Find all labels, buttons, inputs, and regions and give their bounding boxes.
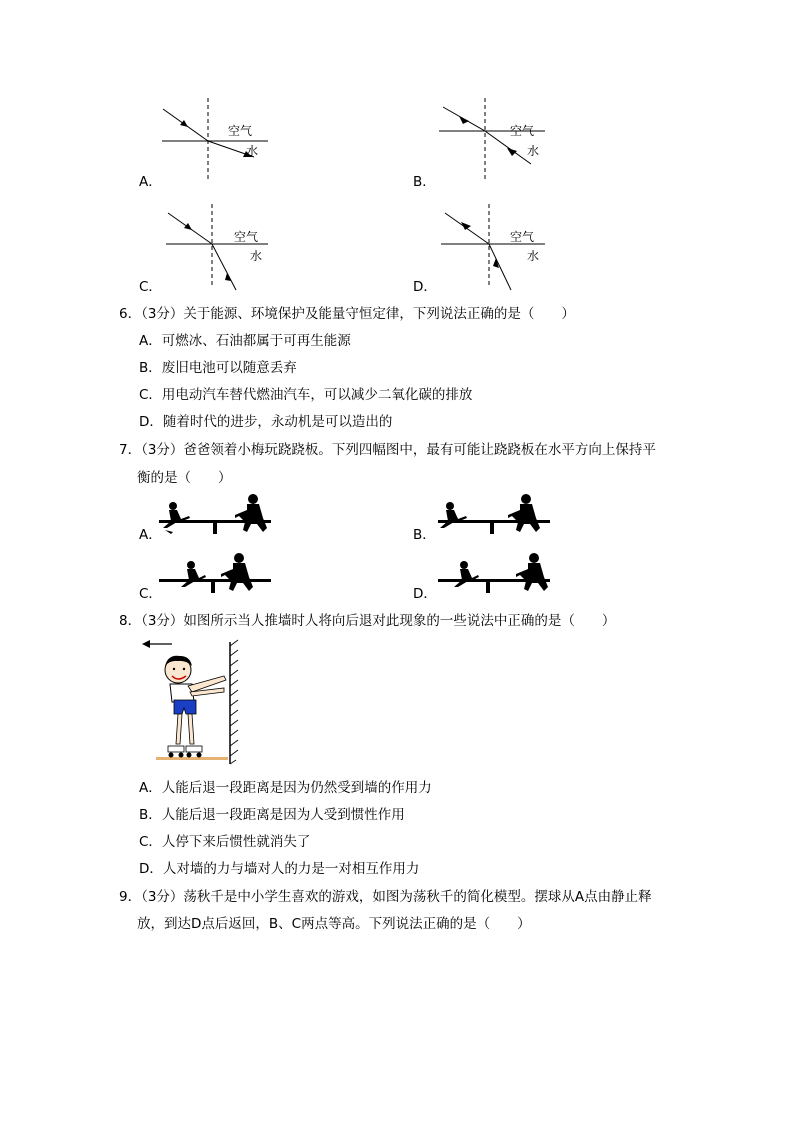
- q8-wall-push-figure: [138, 636, 243, 768]
- q7-letter-c: C．: [139, 586, 162, 602]
- q5-c-water-label: 水: [250, 249, 263, 263]
- q9-stem-line1: 9．（3分）荡秋千是中小学生喜欢的游戏，如图为荡秋千的简化模型。摆球从A点由静止释: [119, 889, 652, 905]
- q6-stem: 6．（3分）关于能源、环境保护及能量守恒定律，下列说法正确的是（ ）: [119, 306, 575, 322]
- q7-stem-line2: 衡的是（ ）: [137, 470, 232, 486]
- q5-a-air-label: 空气: [228, 124, 253, 138]
- q6-option-a: A．可燃冰、石油都属于可再生能源: [139, 333, 351, 349]
- q5-c-letter: C．: [139, 279, 162, 295]
- q5-d-air-label: 空气: [510, 230, 535, 244]
- q5-d-letter: D．: [413, 279, 437, 295]
- boy-pushing-wall-illustration: [138, 636, 243, 768]
- q5-b-water-label: 水: [527, 144, 540, 158]
- q8-option-a: A．人能后退一段距离是因为仍然受到墙的作用力: [139, 780, 432, 796]
- q7-stem-line1: 7．（3分）爸爸领着小梅玩跷跷板。下列四幅图中，最有可能让跷跷板在水平方向上保持平: [119, 442, 656, 458]
- q8-option-c: C．人停下来后惯性就消失了: [139, 834, 311, 850]
- q9-stem-line2: 放，到达D点后返回，B、C两点等高。下列说法正确的是（ ）: [137, 916, 531, 932]
- q6-option-c: C．用电动汽车替代燃油汽车，可以减少二氧化碳的排放: [139, 387, 473, 403]
- q5-c-air-label: 空气: [234, 230, 259, 244]
- q8-stem: 8．（3分）如图所示当人推墙时人将向后退对此现象的一些说法中正确的是（ ）: [119, 613, 616, 629]
- q7-seesaw-a: [155, 494, 275, 540]
- q7-letter-d: D．: [413, 586, 437, 602]
- q8-option-d: D．人对墙的力与墙对人的力是一对相互作用力: [139, 861, 420, 877]
- q5-d-water-label: 水: [527, 249, 540, 263]
- q6-option-b: B．废旧电池可以随意丢弃: [139, 360, 297, 376]
- q8-option-b: B．人能后退一段距离是因为人受到惯性作用: [139, 807, 405, 823]
- q6-option-d: D．随着时代的进步，永动机是可以造出的: [139, 414, 393, 430]
- q7-seesaw-b: [434, 494, 554, 540]
- q7-letter-b: B．: [413, 527, 436, 543]
- q5-a-water-label: 水: [246, 144, 259, 158]
- seesaw-figure-b: [434, 494, 554, 540]
- q5-a-letter: A．: [139, 174, 162, 190]
- q5-b-air-label: 空气: [510, 124, 535, 138]
- q5-b-letter: B．: [413, 174, 436, 190]
- seesaw-figure-c: [155, 553, 275, 599]
- seesaw-figure-d: [434, 553, 554, 599]
- q7-letter-a: A．: [139, 527, 162, 543]
- seesaw-figure-a: [155, 494, 275, 540]
- q7-seesaw-c: [155, 553, 275, 599]
- q7-seesaw-d: [434, 553, 554, 599]
